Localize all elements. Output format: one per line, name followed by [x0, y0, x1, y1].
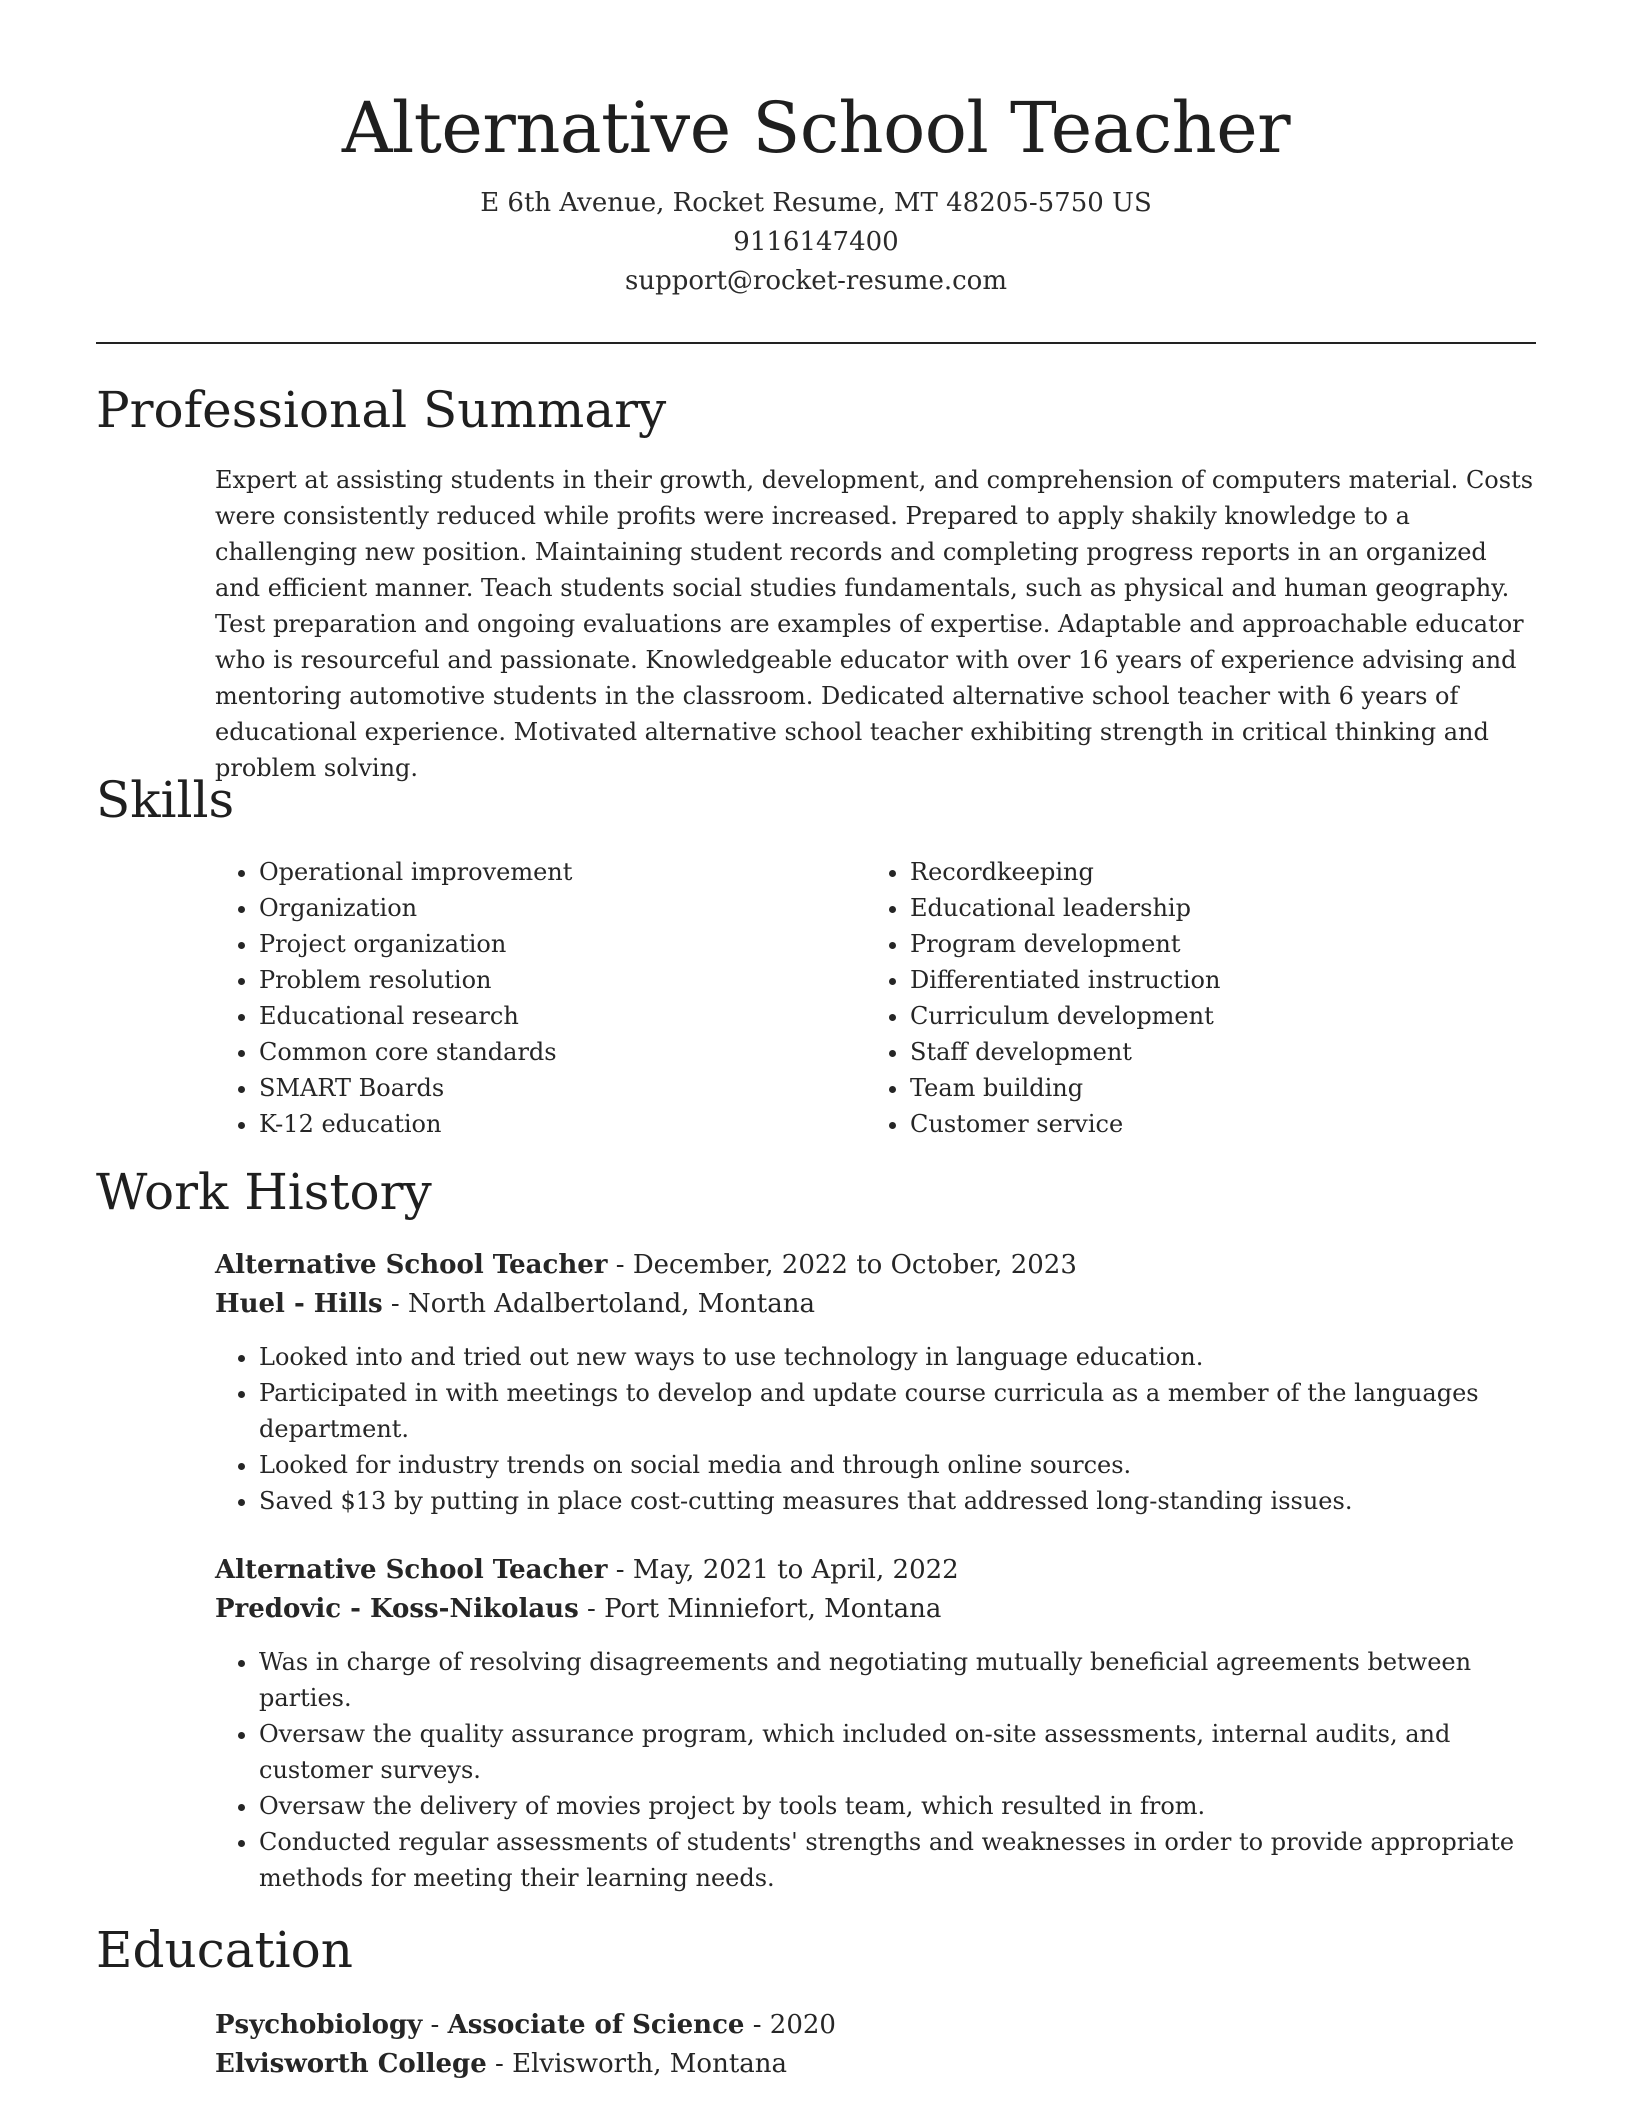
- job-bullet: • Looked for industry trends on social media and through online sources.: [259, 1447, 1540, 1483]
- email-line: support@rocket-resume.com: [624, 266, 1007, 296]
- skills-column-left: [215, 854, 835, 1142]
- school-name: Elvisworth College: [215, 2049, 487, 2079]
- job-entry: [215, 1551, 1540, 1896]
- skill-item: • Organization: [259, 890, 835, 926]
- summary-heading: Professional Summary: [96, 381, 667, 439]
- education-heading: Education: [96, 1921, 353, 1979]
- job-bullets: [215, 1339, 1540, 1519]
- job-dates: December, 2022 to October, 2023: [632, 1250, 1077, 1280]
- skill-item: • Problem resolution: [259, 962, 835, 998]
- skill-item: • Educational research: [259, 998, 835, 1034]
- summary-text: Expert at assisting students in their growth, development, and comprehension of computers material. Costs were consistently reduced while profits were increased. Prepared to apply shakily knowledge to a challenging new position. Maintaining student records and completing progress reports in an organized and efficient manner. Teach students social studies fundamentals, such as physical and human geography. Test preparation and ongoing evaluations are examples of expertise. Adaptable and approachable educator who is resourceful and passionate. Knowledgeable educator with over 16 years of experience advising and mentoring automotive students in the classroom. Dedicated alternative school teacher with 6 years of educational experience. Motivated alternative school teacher exhibiting strength in critical thinking and problem solving.: [215, 466, 1534, 782]
- skill-item: • Operational improvement: [259, 854, 835, 890]
- skill-item: • Recordkeeping: [910, 854, 1486, 890]
- address-line: E 6th Avenue, Rocket Resume, MT 48205-5750 US: [480, 188, 1152, 218]
- job-bullet: • Conducted regular assessments of students' strengths and weaknesses in order to provide appropriate methods for meeting their learning needs.: [259, 1824, 1540, 1896]
- job-entry: [215, 1246, 1540, 1519]
- skill-item: • Common core standards: [259, 1034, 835, 1070]
- skill-item: • Differentiated instruction: [910, 962, 1486, 998]
- job-bullet: • Oversaw the delivery of movies project by tools team, which resulted in from.: [259, 1788, 1540, 1824]
- skill-item: • Curriculum development: [910, 998, 1486, 1034]
- job-company: Predovic - Koss-Nikolaus: [215, 1594, 579, 1624]
- work-history-heading: Work History: [96, 1163, 432, 1221]
- skills-heading: Skills: [96, 771, 235, 829]
- skill-item: • Team building: [910, 1070, 1486, 1106]
- degree-type: Associate of Science: [447, 2010, 745, 2040]
- skill-item: • Customer service: [910, 1106, 1486, 1142]
- degree-line: Psychobiology - Associate of Science - 2020: [215, 2010, 836, 2040]
- job-bullet: • Oversaw the quality assurance program, which included on-site assessments, internal audits, and customer surveys.: [259, 1716, 1540, 1788]
- school-line: Elvisworth College - Elvisworth, Montana: [215, 2049, 788, 2079]
- skill-item: • Program development: [910, 926, 1486, 962]
- degree-field: Psychobiology: [215, 2010, 423, 2040]
- skills-column-right: [866, 854, 1486, 1142]
- contact-block: [96, 184, 1536, 301]
- job-company-line: Predovic - Koss-Nikolaus - Port Minniefort, Montana: [215, 1594, 942, 1624]
- skill-item: • K-12 education: [259, 1106, 835, 1142]
- job-bullets: [215, 1644, 1540, 1896]
- skill-item: • Educational leadership: [910, 890, 1486, 926]
- job-company-line: Huel - Hills - North Adalbertoland, Montana: [215, 1289, 815, 1319]
- skills-list-right: [866, 854, 1486, 1142]
- job-location: North Adalbertoland, Montana: [407, 1289, 815, 1319]
- resume-header: [96, 80, 1536, 301]
- school-location: Elvisworth, Montana: [512, 2049, 788, 2079]
- skills-list-left: [215, 854, 835, 1142]
- degree-year: 2020: [769, 2010, 836, 2040]
- skill-item: • Staff development: [910, 1034, 1486, 1070]
- phone-line: 9116147400: [733, 227, 899, 257]
- header-divider: [96, 342, 1536, 344]
- job-dates: May, 2021 to April, 2022: [632, 1555, 959, 1585]
- skill-item: • SMART Boards: [259, 1070, 835, 1106]
- skill-item: • Project organization: [259, 926, 835, 962]
- job-title-line: Alternative School Teacher - December, 2022 to October, 2023: [215, 1250, 1077, 1280]
- job-bullet: • Looked into and tried out new ways to use technology in language education.: [259, 1339, 1540, 1375]
- education-entry: [215, 2006, 1515, 2084]
- job-company: Huel - Hills: [215, 1289, 383, 1319]
- job-location: Port Minniefort, Montana: [604, 1594, 942, 1624]
- job-title-line: Alternative School Teacher - May, 2021 to April, 2022: [215, 1555, 959, 1585]
- candidate-name: Alternative School Teacher: [341, 87, 1291, 169]
- job-title: Alternative School Teacher: [215, 1555, 608, 1585]
- job-bullet: • Participated in with meetings to develop and update course curricula as a member of the languages department.: [259, 1375, 1540, 1447]
- job-bullet: • Was in charge of resolving disagreements and negotiating mutually beneficial agreements between parties.: [259, 1644, 1540, 1716]
- job-title: Alternative School Teacher: [215, 1250, 608, 1280]
- job-bullet: • Saved $13 by putting in place cost-cutting measures that addressed long-standing issues.: [259, 1483, 1540, 1519]
